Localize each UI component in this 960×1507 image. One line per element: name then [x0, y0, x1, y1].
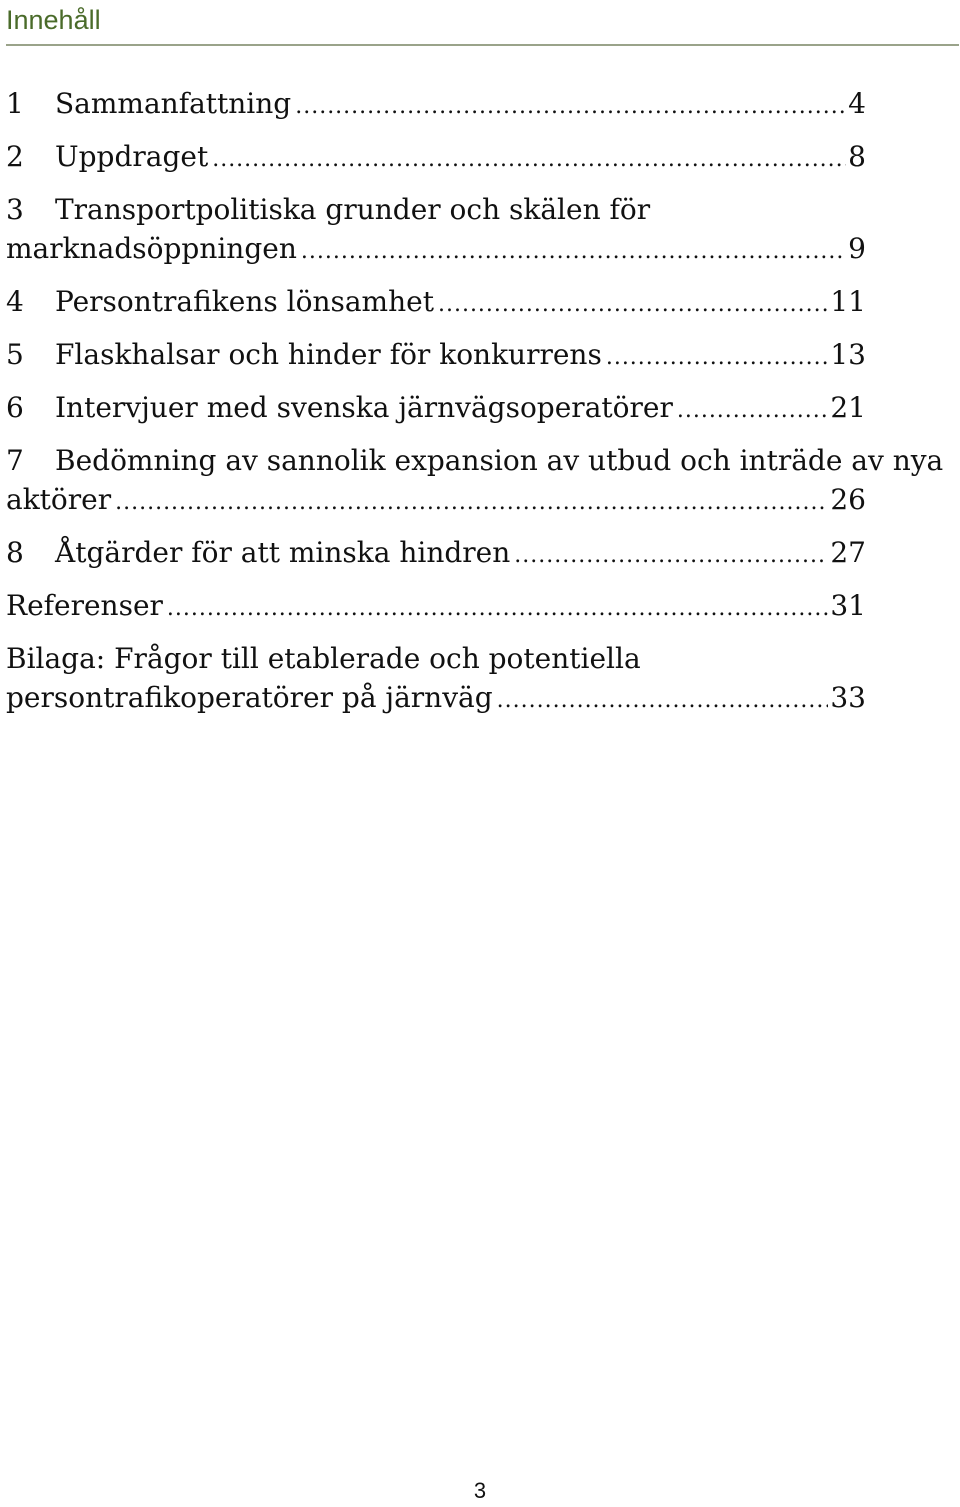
dot-leader: [115, 483, 828, 522]
toc-entry-title: Referenser: [6, 589, 163, 622]
toc-entry-page: 9: [848, 232, 866, 265]
toc-entry-number: 4: [6, 285, 24, 318]
dot-leader: [301, 232, 846, 271]
page-number: 3: [473, 1478, 487, 1503]
toc-entry-title: Persontrafikens lönsamhet: [55, 285, 434, 318]
toc-entry-title: Intervjuer med svenska järnvägsoperatörer: [55, 391, 673, 424]
toc-entry-page: 11: [830, 285, 866, 318]
toc-entry-title-line1: Bilaga: Frågor till etablerade och potentiella: [6, 642, 641, 675]
toc-entry-title: Uppdraget: [55, 140, 209, 173]
toc-entry-number: 5: [6, 338, 24, 371]
toc-entry-page: 4: [848, 87, 866, 120]
toc-entry-page: 13: [830, 338, 866, 371]
toc-entry-page: 31: [830, 589, 866, 622]
toc-entry-3[interactable]: [6, 190, 866, 271]
table-of-contents: [6, 84, 944, 720]
toc-entry-appendix[interactable]: [6, 639, 866, 720]
toc-entry-number: 8: [6, 536, 24, 569]
toc-entry-number: 3: [6, 193, 24, 226]
toc-entry-number: 2: [6, 140, 24, 173]
dot-leader: [295, 87, 846, 126]
toc-entry-1[interactable]: [6, 84, 866, 126]
toc-entry-5[interactable]: [6, 335, 866, 377]
toc-entry-number: 7: [6, 444, 24, 477]
toc-entry-title-line2: aktörer: [6, 483, 112, 516]
toc-entry-page: 33: [830, 681, 866, 714]
dot-leader: [514, 536, 828, 575]
toc-entry-7[interactable]: [6, 441, 944, 522]
dot-leader: [167, 589, 828, 628]
toc-entry-page: 26: [830, 483, 866, 516]
dot-leader: [677, 391, 829, 430]
toc-entry-8[interactable]: [6, 533, 866, 575]
toc-entry-title: Flaskhalsar och hinder för konkurrens: [55, 338, 602, 371]
toc-entry-title-line2: marknadsöppningen: [6, 232, 297, 265]
dot-leader: [212, 140, 846, 179]
dot-leader: [497, 681, 829, 720]
toc-entry-references[interactable]: [6, 586, 866, 628]
toc-entry-number: 6: [6, 391, 24, 424]
dot-leader: [438, 285, 828, 324]
toc-entry-page: 21: [830, 391, 866, 424]
toc-entry-title-line1: Bedömning av sannolik expansion av utbud och inträde av nya: [55, 444, 944, 477]
dot-leader: [606, 338, 829, 377]
toc-heading: Innehåll: [6, 5, 101, 35]
toc-entry-4[interactable]: [6, 282, 866, 324]
toc-entry-6[interactable]: [6, 388, 866, 430]
toc-entry-title-line1: Transportpolitiska grunder och skälen för: [55, 193, 651, 226]
toc-entry-number: 1: [6, 87, 24, 120]
heading-divider: [6, 44, 959, 46]
toc-entry-title: Sammanfattning: [55, 87, 292, 120]
toc-entry-page: 27: [830, 536, 866, 569]
toc-entry-title-line2: persontrafikoperatörer på järnväg: [6, 681, 493, 714]
toc-entry-title: Åtgärder för att minska hindren: [55, 536, 511, 569]
toc-entry-2[interactable]: [6, 137, 866, 179]
toc-entry-page: 8: [848, 140, 866, 173]
